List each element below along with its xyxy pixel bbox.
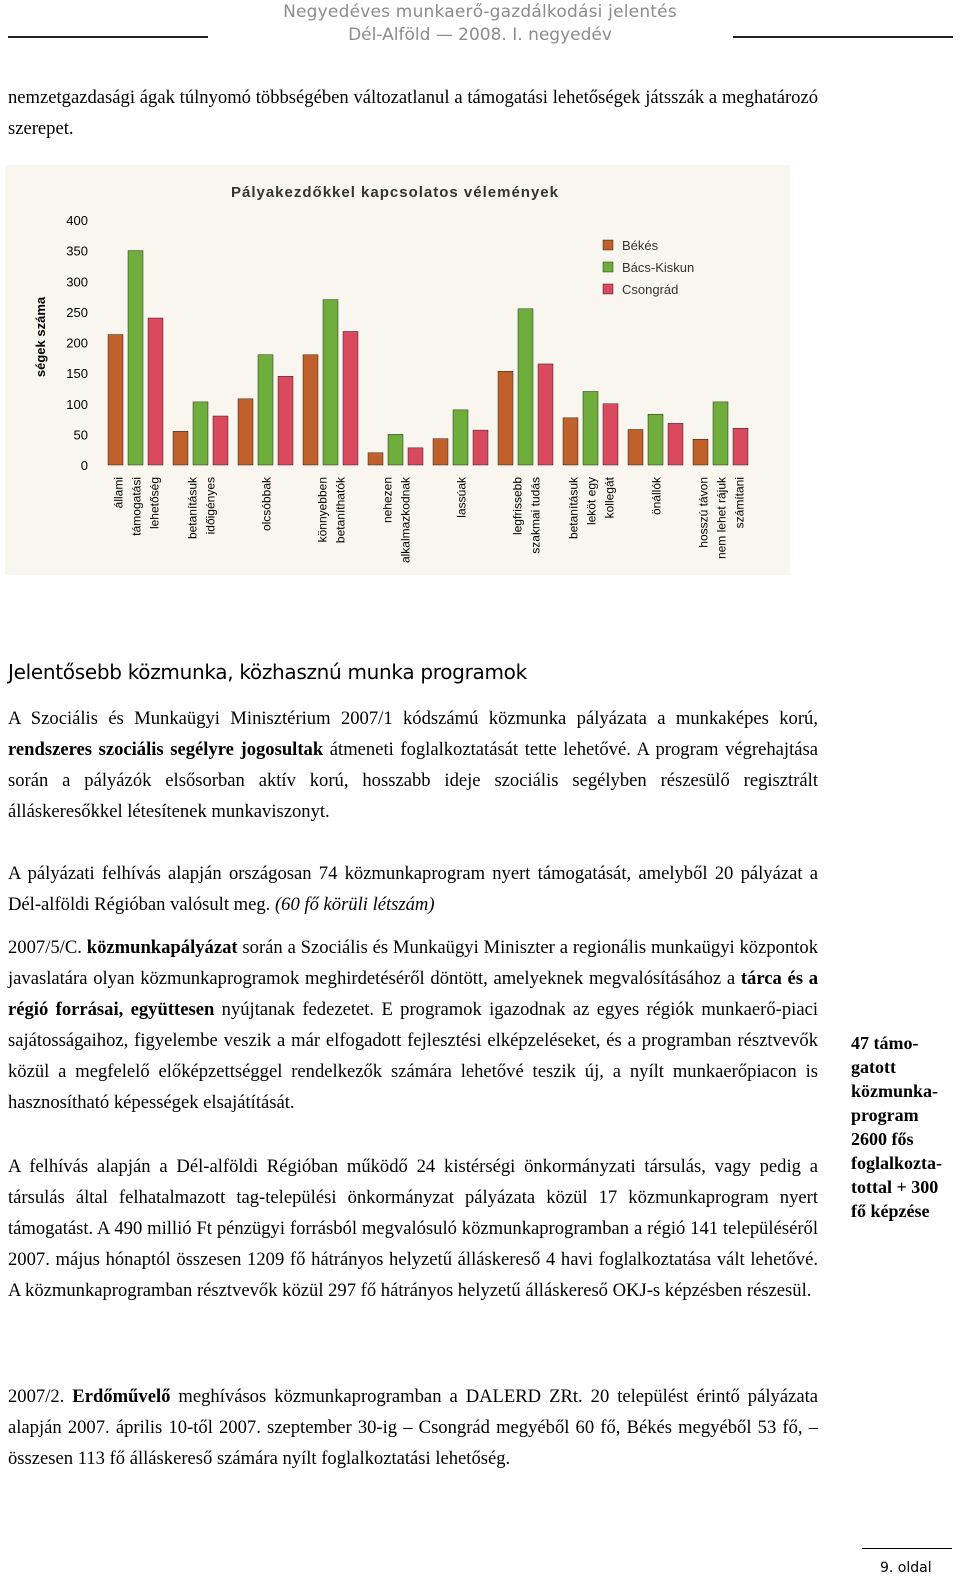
y-tick-label: 350 (66, 243, 88, 259)
x-tick-label: időigényes (203, 477, 218, 535)
p5-bold: Erdőművelő (72, 1386, 171, 1407)
bar (213, 416, 228, 465)
header-subtitle: Dél-Alföld — 2008. I. negyedév (348, 25, 612, 45)
legend-swatch (603, 240, 613, 250)
bar (648, 414, 663, 465)
bar (368, 453, 383, 465)
legend-label: Csongrád (622, 282, 679, 297)
x-tick-label: hosszú távon (696, 477, 711, 548)
x-tick-label: nehezen (380, 477, 395, 524)
intro-paragraph: nemzetgazdasági ágak túlnyomó többségében változatlanul a támogatási lehetőségek játsszák a meghatározó szerepet. (8, 87, 818, 139)
paragraph-2 (8, 858, 818, 920)
paragraph-4: A felhívás alapján a Dél-alföldi Régióban működő 24 kistérségi önkormányzati társulás, vagy pedig a társulás által felhatalmazott tag-települési önkormányzat pályázata közül 17 közmunkaprogram nyert támogatást. A 490 millió Ft pénzügyi forrásból megvalósuló közmunkaprogramban a régió 141 településéről 2007. május hónaptól összesen 1209 fő hátrányos helyzetű álláskereső 4 havi foglalkoztatása vált lehetővé. A közmunkaprogramban résztvevők közül 297 fő hátrányos helyzetű álláskereső OKJ-s képzésben részesül. (8, 1156, 818, 1301)
x-axis-labels (112, 476, 747, 563)
y-tick-label: 250 (66, 304, 88, 320)
legend-swatch (603, 262, 613, 272)
header-rule-right (733, 36, 953, 38)
bar (303, 355, 318, 465)
x-tick-label: betaníthatók (333, 477, 348, 544)
legend-label: Bács-Kiskun (622, 260, 695, 275)
x-tick-label: alkalmazkodnak (398, 477, 413, 564)
bar (628, 429, 643, 465)
p3-text-a: 2007/5/C. (8, 937, 87, 958)
bar (583, 392, 598, 466)
x-tick-label: kollegát (602, 477, 617, 519)
legend-label: Békés (622, 238, 659, 253)
chart-canvas (5, 165, 790, 575)
x-tick-label: állami (111, 477, 126, 509)
paragraph-3 (8, 932, 818, 1118)
p3-bold-1: közmunkapályázat (86, 937, 238, 958)
bar (323, 300, 338, 465)
y-tick-label: 0 (80, 458, 88, 473)
y-tick-label: 300 (66, 274, 88, 290)
p5-text-c: meghívásos közmunkaprogramban a DALERD ZRt. 20 települést érintő pályázata alapján 2007. április 10-től 2007. szeptember 30-ig – Csongrád megyéből 60 fő, Békés megyéből 53 fő, – összesen 113 fő álláskereső számára nyílt foglalkoztatási lehetőség. (8, 1386, 818, 1469)
x-tick-label: legfrissebb (510, 477, 525, 536)
bar (258, 355, 273, 465)
bar (603, 404, 618, 465)
bar (343, 331, 358, 465)
section-title: Jelentősebb közmunka, közhasznú munka programok (8, 660, 527, 684)
p2-italic: (60 fő körüli létszám) (274, 894, 435, 915)
bar (733, 428, 748, 465)
p3-bold-2: tárca és a régió forrásai, együttesen (8, 968, 818, 1020)
p3-text-e: nyújtanak fedezetet. E programok igazodnak az egyes régiók munkaerő-piaci sajátosságaihoz, figyelembe veszik a már elfogadott fejlesztési elképzeléseket, és a programban résztvevők közül a megfelelő előképzettséggel rendelkezők számára lehetővé teszik új, a nyílt munkaerőpiacon is hasznosítható képességek elsajátítását. (8, 999, 818, 1113)
bar (518, 309, 533, 465)
paragraph-5 (8, 1381, 818, 1474)
y-tick-label: 200 (66, 335, 88, 351)
bar (128, 251, 143, 465)
bar (538, 364, 553, 465)
page-header (0, 0, 960, 48)
bar (238, 399, 253, 465)
legend (603, 238, 694, 297)
sidenote: 47 támo-gatott közmunka-program 2600 fős foglalkozta-tottal + 300 fő képzése (851, 1033, 942, 1221)
x-tick-label: számítani (732, 477, 747, 529)
y-tick-label: 150 (66, 366, 88, 382)
y-tick-label: 50 (73, 427, 88, 443)
bar (173, 431, 188, 465)
bar (693, 439, 708, 465)
y-axis (66, 213, 88, 473)
bar (563, 418, 578, 465)
legend-swatch (603, 284, 613, 294)
chart-title: Pályakezdőkkel kapcsolatos vélemények (230, 184, 560, 201)
bar (668, 423, 683, 465)
x-tick-label: leköt egy (584, 477, 599, 526)
p1-text-c: átmeneti foglalkoztatását tette lehetővé. A program végrehajtása során a pályázók elsősorban aktív korú, hosszabb ideje szociális segélyben részesülő regisztrált álláskeresőkkel létesítenek munkaviszonyt. (8, 739, 818, 822)
y-tick-label: 400 (66, 213, 88, 228)
x-tick-label: önállók (649, 477, 664, 516)
p2-text-a: A pályázati felhívás alapján országosan 74 közmunkaprogram nyert támogatását, amelyből 20 pályázat a Dél-alföldi Régióban valósult meg. (8, 863, 818, 915)
bar (713, 402, 728, 465)
bar-chart (5, 165, 790, 575)
x-tick-label: lehetőség (147, 477, 162, 530)
p5-text-a: 2007/2. (8, 1386, 73, 1407)
x-tick-label: olcsóbbak (259, 477, 274, 532)
x-tick-label: nem lehet rájuk (714, 477, 729, 560)
x-tick-label: lassúak (454, 477, 469, 518)
bar (433, 439, 448, 465)
y-tick-label: 100 (66, 396, 88, 412)
p1-text-a: A Szociális és Munkaügyi Minisztérium 2007/1 kódszámú közmunka pályázata a munkaképes korú, (8, 708, 818, 729)
paragraph-1 (8, 703, 818, 827)
bar (453, 410, 468, 465)
bar (498, 371, 513, 465)
bar (388, 434, 403, 465)
bar (408, 448, 423, 465)
header-title: Negyedéves munkaerő-gazdálkodási jelentés (283, 2, 677, 22)
x-tick-label: szakmai tudás (528, 477, 543, 554)
page-number: 9. oldal (880, 1560, 932, 1576)
bar (108, 335, 123, 465)
footer-rule (862, 1548, 952, 1549)
header-rule-left (8, 36, 208, 38)
bar (193, 402, 208, 465)
bar (148, 318, 163, 465)
p3-text-c: során a Szociális és Munkaügyi Miniszter a regionális munkaügyi központok javaslatára olyan közmunkaprogramok meghirdetéséről döntött, amelyeknek megvalósításához a (8, 937, 819, 989)
x-tick-label: betanításuk (185, 477, 200, 540)
chart-y-axis-label: ségek száma (33, 296, 48, 378)
bar (473, 430, 488, 465)
bar (278, 376, 293, 465)
p1-bold: rendszeres szociális segélyre jogosultak (8, 739, 324, 760)
x-tick-label: könnyebben (315, 477, 330, 543)
x-tick-label: betanításuk (566, 477, 581, 540)
x-tick-label: támogatási (129, 477, 144, 536)
